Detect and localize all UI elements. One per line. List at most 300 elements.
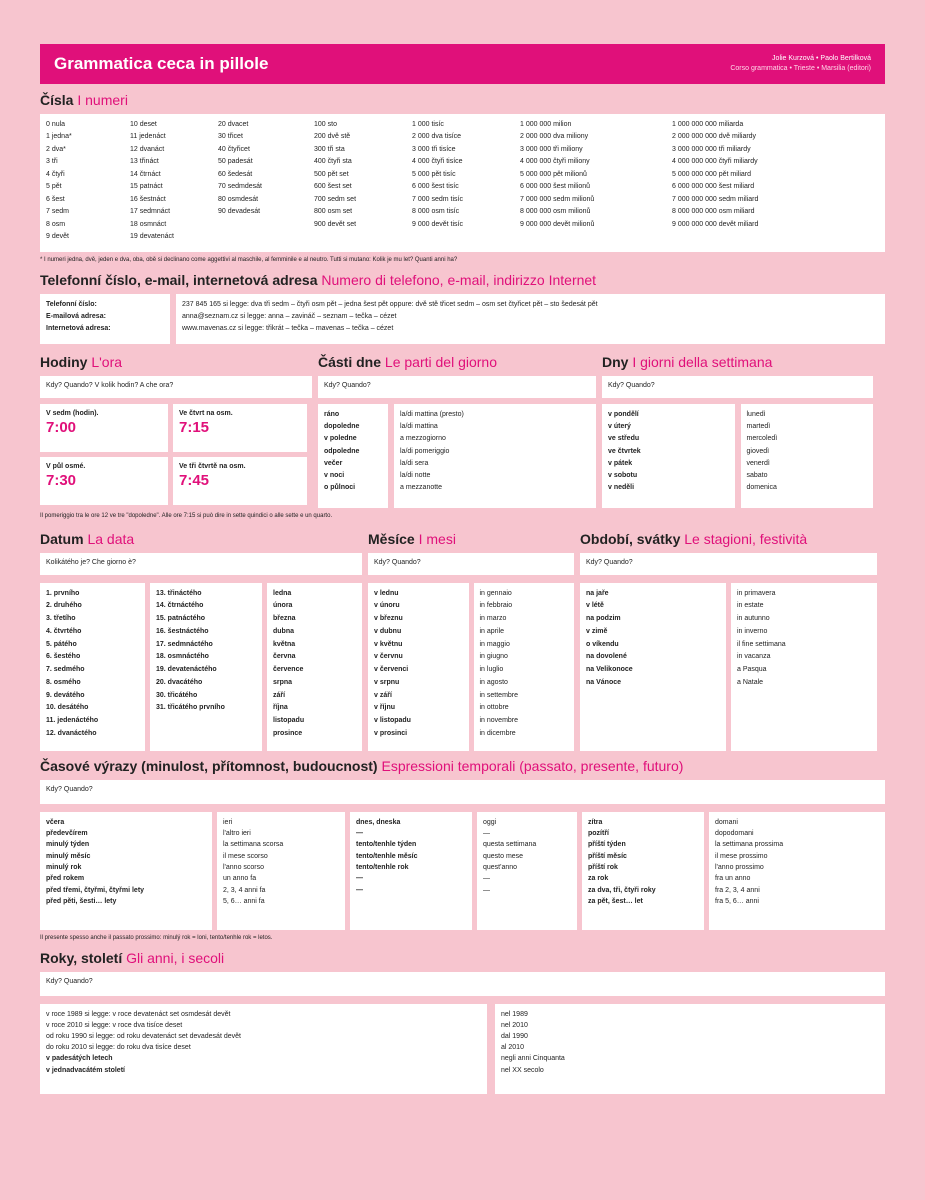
timeexpr-entry: l'altro ieri: [223, 829, 251, 837]
timeexpr-entry: 5, 6… anni fa: [223, 897, 265, 905]
months-section: [368, 523, 574, 751]
phone-label: Telefonní číslo:: [46, 300, 97, 308]
seasons-heading: Období, svátky Le stagioni, festività: [580, 530, 808, 547]
months-question: Kdy? Quando?: [368, 553, 574, 575]
number-entry: 7 000 sedm tisíc: [412, 195, 463, 203]
date-section: [40, 523, 362, 751]
number-entry: 4 000 000 000 čtyři miliardy: [672, 158, 758, 166]
date-days-2: [150, 583, 262, 751]
date-ordinal: 20. dvacátého: [156, 678, 203, 686]
clock-cell-time: 7:45: [179, 472, 210, 490]
timeexpr-grid: [40, 812, 885, 930]
date-ordinal: 1. prvního: [46, 589, 80, 597]
number-entry: 1 000 000 milion: [520, 120, 572, 128]
number-entry: 2 000 dva tisíce: [412, 133, 462, 141]
numbers-table: [40, 114, 885, 252]
number-entry: 15 patnáct: [130, 183, 163, 191]
publisher: Corso grammatica • Trieste • Marsilia (editori): [730, 65, 871, 72]
phone-value: anna@seznam.cz si legge: anna – zavináč – seznam – tečka – cézet: [182, 312, 397, 320]
header-credits: [730, 54, 871, 75]
day-czech: v neděli: [608, 484, 635, 492]
number-entry: 3 000 000 000 tři miliardy: [672, 145, 751, 153]
number-entry: 7 000 000 000 sedm miliard: [672, 195, 759, 203]
timeexpr-entry: včera: [46, 818, 65, 826]
timeexpr-entry: —: [483, 829, 490, 837]
timeexpr-entry: un anno fa: [223, 875, 257, 883]
numbers-column: [412, 119, 516, 247]
timeexpr-entry: quest'anno: [483, 863, 518, 871]
clock-cell-time: 7:30: [46, 472, 77, 490]
seasons-italian: [731, 583, 877, 751]
timeexpr-entry: pozítří: [588, 829, 609, 837]
numbers-column: [46, 119, 126, 247]
date-ordinal: 13. třináctého: [156, 589, 202, 597]
month-italian: in luglio: [479, 666, 504, 674]
month-czech: v červnu: [374, 653, 403, 661]
phone-block: [40, 294, 885, 344]
number-entry: 0 nula: [46, 120, 66, 128]
days-heading: Dny I giorni della settimana: [602, 353, 773, 370]
time-row: [40, 346, 885, 508]
year-italian: nel XX secolo: [501, 1066, 544, 1074]
clock-cell: [173, 457, 307, 505]
phone-labels: [40, 294, 170, 344]
date-month-genitive: ledna: [273, 589, 292, 597]
number-entry: 5 000 000 pět milionů: [520, 170, 587, 178]
season-italian: a Pasqua: [737, 666, 767, 674]
timeexpr-entry: zítra: [588, 818, 603, 826]
dayparts-section: [318, 346, 596, 508]
timeexpr-entry: tento/tenhle rok: [356, 863, 409, 871]
number-entry: 5 000 000 000 pět miliard: [672, 170, 751, 178]
month-czech: v lednu: [374, 589, 399, 597]
date-ordinal: 9. devátého: [46, 691, 85, 699]
phone-label: Internetová adresa:: [46, 324, 111, 332]
timeexpr-heading: Časové výrazy (minulost, přítomnost, budoucnost) Espressioni temporali (passato, presente, futuro): [40, 757, 684, 774]
numbers-column: [314, 119, 408, 247]
timeexpr-present-italian: [477, 812, 577, 930]
date-ordinal: 5. pátého: [46, 640, 77, 648]
timeexpr-entry: —: [483, 875, 490, 883]
years-question: Kdy? Quando?: [40, 972, 885, 996]
month-italian: in maggio: [479, 640, 510, 648]
years-czech: [40, 1004, 487, 1094]
clock-cell-label: Ve tři čtvrtě na osm.: [179, 462, 246, 470]
day-czech: v úterý: [608, 423, 631, 431]
timeexpr-entry: před pěti, šesti… lety: [46, 897, 117, 905]
timeexpr-entry: minulý týden: [46, 841, 90, 849]
number-entry: 3 tři: [46, 158, 58, 166]
timeexpr-future-italian: [709, 812, 885, 930]
daypart-czech: v poledne: [324, 435, 357, 443]
daypart-czech: v noci: [324, 472, 345, 480]
year-czech: od roku 1990 si legge: od roku devatenáct set devadesát devět: [46, 1033, 241, 1040]
clock-section: [40, 346, 312, 508]
number-entry: 40 čtyřicet: [218, 145, 250, 153]
timeexpr-past-italian: [217, 812, 345, 930]
date-month-genitive: října: [273, 704, 288, 712]
day-italian: sabato: [746, 472, 768, 480]
number-entry: 5 000 pět tisíc: [412, 170, 456, 178]
season-czech: na Vánoce: [586, 678, 622, 686]
date-ordinal: 4. čtvrtého: [46, 627, 82, 635]
date-ordinal: 10. desátého: [46, 704, 89, 712]
month-czech: v březnu: [374, 615, 403, 623]
daypart-italian: a mezzanotte: [400, 484, 443, 492]
day-czech: ve čtvrtek: [608, 447, 641, 455]
numbers-column: [520, 119, 668, 247]
daypart-italian: la/di notte: [400, 472, 431, 480]
month-czech: v srpnu: [374, 678, 400, 686]
timeexpr-entry: fra 5, 6… anni: [715, 897, 759, 905]
date-ordinal: 11. jedenáctého: [46, 717, 99, 725]
number-entry: 3 000 tři tisíce: [412, 145, 456, 153]
date-ordinal: 31. třicátého prvního: [156, 704, 225, 712]
date-ordinal: 30. třicátého: [156, 691, 198, 699]
calendar-row: [40, 523, 885, 751]
number-entry: 6 000 šest tisíc: [412, 183, 459, 191]
timeexpr-entry: příští měsíc: [588, 852, 627, 860]
month-italian: in ottobre: [479, 704, 509, 712]
phone-value: www.mavenas.cz si legge: třikrát – tečka – mavenas – tečka – cézet: [182, 324, 394, 332]
year-czech: v jednadvacátém století: [46, 1066, 125, 1074]
season-czech: na podzim: [586, 615, 621, 623]
date-month-genitive: února: [273, 602, 293, 610]
clock-cells: [40, 404, 312, 505]
month-czech: v květnu: [374, 640, 403, 648]
timeexpr-entry: minulý měsíc: [46, 852, 91, 860]
month-italian: in marzo: [479, 615, 507, 623]
timeexpr-entry: fra 2, 3, 4 anni: [715, 886, 760, 894]
date-month-genitive: června: [273, 653, 296, 661]
timeexpr-entry: il mese scorso: [223, 852, 268, 860]
number-entry: 12 dvanáct: [130, 145, 165, 153]
day-czech: ve středu: [608, 435, 640, 443]
season-italian: in autunno: [737, 615, 770, 623]
year-czech: do roku 2010 si legge: do roku dva tisíce deset: [46, 1044, 191, 1052]
number-entry: 1 000 000 000 miliarda: [672, 120, 744, 128]
number-entry: 7 sedm: [46, 208, 69, 216]
timeexpr-entry: —: [356, 875, 363, 883]
timeexpr-present-czech: [350, 812, 472, 930]
seasons-czech: [580, 583, 726, 751]
date-ordinal: 2. druhého: [46, 602, 82, 610]
daypart-czech: dopoledne: [324, 423, 360, 431]
number-entry: 100 sto: [314, 120, 337, 128]
date-month-genitive: září: [273, 691, 286, 699]
years-grid: [40, 1004, 885, 1094]
number-entry: 4 000 000 čtyři miliony: [520, 158, 590, 166]
timeexpr-entry: domani: [715, 818, 738, 826]
number-entry: 6 šest: [46, 195, 65, 203]
number-entry: 2 000 000 000 dvě miliardy: [672, 133, 757, 141]
months-czech: [368, 583, 469, 751]
number-entry: 8 osm: [46, 220, 66, 228]
number-entry: 19 devatenáct: [130, 232, 174, 240]
number-entry: 6 000 000 šest milionů: [520, 183, 591, 191]
clock-cell-label: V sedm (hodin).: [46, 409, 99, 417]
date-month-genitive: července: [273, 666, 304, 674]
clock-note: Il pomeriggio tra le ore 12 ve tre "dopoledne". Alle ore 7:15 si può dire in sette quindici o alle sette e un quarto.: [40, 512, 333, 519]
timeexpr-entry: questo mese: [483, 852, 524, 860]
month-italian: in aprile: [479, 627, 505, 635]
number-entry: 17 sedmnáct: [130, 208, 171, 216]
date-ordinal: 15. patnáctého: [156, 615, 206, 623]
number-entry: 400 čtyři sta: [314, 158, 352, 166]
number-entry: 1 jedna*: [46, 133, 72, 141]
year-czech: v roce 1989 si legge: v roce devatenáct set osmdesát devět: [46, 1010, 231, 1018]
date-ordinal: 8. osmého: [46, 678, 81, 686]
number-entry: 11 jedenáct: [130, 133, 166, 141]
months-heading: Měsíce I mesi: [368, 530, 456, 547]
number-entry: 50 padesát: [218, 158, 253, 166]
numbers-column: [218, 119, 310, 247]
season-czech: v létě: [586, 602, 604, 610]
number-entry: 10 deset: [130, 120, 157, 128]
month-italian: in dicembre: [479, 729, 516, 737]
days-czech: [602, 404, 735, 508]
day-italian: venerdì: [746, 459, 770, 467]
grammar-sheet: [40, 44, 885, 1094]
year-italian: nel 1989: [501, 1010, 528, 1018]
number-entry: 14 čtrnáct: [130, 170, 161, 178]
date-heading: Datum La data: [40, 530, 135, 547]
year-italian: nel 2010: [501, 1021, 528, 1029]
clock-cell: [40, 457, 168, 505]
month-czech: v listopadu: [374, 717, 411, 725]
number-entry: 2 dva*: [46, 145, 66, 153]
month-czech: v říjnu: [374, 704, 396, 712]
date-ordinal: 18. osmnáctého: [156, 653, 209, 661]
number-entry: 6 000 000 000 šest miliard: [672, 183, 755, 191]
number-entry: 200 dvě stě: [314, 133, 351, 141]
clock-cell-time: 7:00: [46, 419, 77, 437]
timeexpr-entry: tento/tenhle týden: [356, 841, 417, 849]
day-italian: mercoledì: [746, 435, 778, 443]
number-entry: 70 sedmdesát: [218, 183, 262, 191]
clock-cell-label: Ve čtvrt na osm.: [179, 409, 233, 417]
date-ordinal: 14. čtrnáctého: [156, 602, 204, 610]
daypart-czech: odpoledne: [324, 447, 360, 455]
timeexpr-entry: oggi: [483, 818, 497, 826]
daypart-italian: la/di pomeriggio: [400, 447, 450, 455]
date-ordinal: 6. šestého: [46, 653, 81, 661]
number-entry: 4 000 čtyři tisíce: [412, 158, 463, 166]
date-question: Kolikátého je? Che giorno è?: [40, 553, 362, 575]
season-czech: na dovolené: [586, 653, 627, 661]
numbers-heading: Čísla I numeri: [40, 92, 128, 108]
number-entry: 7 000 000 sedm milionů: [520, 195, 595, 203]
number-entry: 5 pět: [46, 183, 62, 191]
dayparts-heading: Části dne Le parti del giorno: [318, 353, 497, 370]
timeexpr-entry: dopodomani: [715, 829, 754, 837]
date-month-genitive: listopadu: [273, 717, 305, 725]
phone-label: E-mailová adresa:: [46, 312, 106, 320]
days-section: [602, 346, 873, 508]
dayparts-czech: [318, 404, 388, 508]
phone-value: 237 845 165 si legge: dva tři sedm – čtyři osm pět – jedna šest pět oppure: dvě stě třicet sedm – osm set čtyřicet pět – sto šedesát pět: [182, 300, 598, 308]
timeexpr-future-czech: [582, 812, 704, 930]
day-czech: v pátek: [608, 459, 633, 467]
seasons-section: [580, 523, 877, 751]
seasons-question: Kdy? Quando?: [580, 553, 877, 575]
timeexpr-entry: předevčírem: [46, 829, 88, 837]
number-entry: 90 devadesát: [218, 208, 261, 216]
number-entry: 9 000 devět tisíc: [412, 220, 463, 228]
number-entry: 60 šedesát: [218, 170, 253, 178]
clock-cell-time: 7:15: [179, 419, 210, 437]
timeexpr-entry: před rokem: [46, 875, 85, 883]
number-entry: 9 000 000 devět milionů: [520, 220, 595, 228]
month-italian: in febbraio: [479, 602, 513, 610]
month-italian: in agosto: [479, 678, 508, 686]
date-month-genitive: prosince: [273, 729, 303, 737]
month-italian: in settembre: [479, 691, 519, 699]
timeexpr-entry: fra un anno: [715, 875, 751, 883]
number-entry: 8 000 osm tisíc: [412, 208, 460, 216]
number-entry: 500 pět set: [314, 170, 349, 178]
date-month-genitive: dubna: [273, 627, 294, 635]
date-month-genitive: března: [273, 615, 296, 623]
season-czech: o víkendu: [586, 640, 619, 648]
daypart-italian: la/di mattina (presto): [400, 410, 464, 418]
season-czech: na Velikonoce: [586, 666, 633, 674]
season-italian: in inverno: [737, 627, 768, 635]
page-header: [40, 44, 885, 84]
timeexpr-entry: ieri: [223, 818, 233, 826]
timeexpr-entry: —: [356, 886, 363, 894]
year-czech: v padesátých letech: [46, 1055, 113, 1063]
day-italian: lunedì: [746, 410, 766, 418]
days-italian: [741, 404, 874, 508]
month-czech: v červenci: [374, 666, 409, 674]
clock-cell: [40, 404, 168, 452]
number-entry: 1 000 tisíc: [412, 120, 444, 128]
timeexpr-entry: 2, 3, 4 anni fa: [223, 886, 266, 894]
timeexpr-entry: il mese prossimo: [715, 852, 768, 860]
timeexpr-entry: příští týden: [588, 841, 626, 849]
numbers-column: [130, 119, 214, 247]
timeexpr-past-czech: [40, 812, 212, 930]
number-entry: 2 000 000 dva miliony: [520, 133, 589, 141]
number-entry: 4 čtyři: [46, 170, 65, 178]
month-czech: v září: [374, 691, 392, 699]
timeexpr-entry: l'anno prossimo: [715, 863, 764, 871]
season-italian: a Natale: [737, 678, 764, 686]
number-entry: 300 tři sta: [314, 145, 345, 153]
dayparts-italian: [394, 404, 596, 508]
number-entry: 30 třicet: [218, 133, 243, 141]
timeexpr-entry: dnes, dneska: [356, 818, 401, 826]
number-entry: 600 šest set: [314, 183, 352, 191]
month-czech: v dubnu: [374, 627, 402, 635]
number-entry: 80 osmdesát: [218, 195, 259, 203]
date-ordinal: 19. devatenáctého: [156, 666, 217, 674]
season-italian: in vacanza: [737, 653, 771, 661]
year-italian: dal 1990: [501, 1033, 528, 1040]
timeexpr-entry: l'anno scorso: [223, 863, 265, 871]
season-italian: il fine settimana: [737, 640, 786, 648]
numbers-column: [672, 119, 879, 247]
number-entry: 16 šestnáct: [130, 195, 166, 203]
number-entry: 3 000 000 tři miliony: [520, 145, 583, 153]
date-ordinal: 16. šestnáctého: [156, 627, 209, 635]
daypart-czech: večer: [324, 459, 343, 467]
date-days-1: [40, 583, 145, 751]
daypart-italian: a mezzogiorno: [400, 435, 446, 443]
date-month-genitive: května: [273, 640, 296, 648]
timeexpr-question: Kdy? Quando?: [40, 780, 885, 804]
timeexpr-entry: před třemi, čtyřmi, čtyřmi lety: [46, 886, 145, 894]
season-czech: na jaře: [586, 589, 609, 597]
day-czech: v sobotu: [608, 472, 638, 480]
number-entry: 800 osm set: [314, 208, 353, 216]
timeexpr-entry: za dva, tři, čtyři roky: [588, 886, 656, 894]
numbers-note: * I numeri jedna, dvě, jeden e dva, oba, obě si declinano come aggettivi al maschile, al femminile e al neutro. Tutti si mutano: Kolik je mu let? Quanti anni ha?: [40, 256, 458, 263]
daypart-czech: o půlnoci: [324, 484, 356, 492]
year-italian: al 2010: [501, 1044, 524, 1052]
date-ordinal: 17. sedmnáctého: [156, 640, 213, 648]
month-italian: in gennaio: [479, 589, 512, 597]
years-heading: Roky, století Gli anni, i secoli: [40, 949, 225, 966]
year-czech: v roce 2010 si legge: v roce dva tisíce deset: [46, 1021, 183, 1029]
dayparts-question: Kdy? Quando?: [318, 376, 596, 398]
timeexpr-entry: —: [483, 886, 490, 894]
daypart-czech: ráno: [324, 410, 340, 418]
timeexpr-entry: tento/tenhle měsíc: [356, 852, 418, 860]
number-entry: 18 osmnáct: [130, 220, 167, 228]
timeexpr-entry: za rok: [588, 875, 609, 883]
timeexpr-entry: la settimana prossima: [715, 841, 784, 849]
authors: Jolie Kurzová • Paolo Bertilková: [772, 54, 871, 62]
year-italian: negli anni Cinquanta: [501, 1055, 565, 1063]
days-question: Kdy? Quando?: [602, 376, 873, 398]
timeexpr-note: Il presente spesso anche il passato prossimo: minulý rok = loni, tento/tenhle rok = letos.: [40, 934, 273, 941]
month-czech: v únoru: [374, 602, 400, 610]
clock-question: Kdy? Quando? V kolik hodin? A che ora?: [40, 376, 312, 398]
timeexpr-entry: la settimana scorsa: [223, 841, 284, 849]
date-ordinal: 3. třetího: [46, 615, 76, 623]
clock-heading: Hodiny L'ora: [40, 353, 123, 370]
season-italian: in estate: [737, 602, 764, 610]
number-entry: 700 sedm set: [314, 195, 357, 203]
day-italian: martedì: [746, 423, 771, 431]
season-czech: v zimě: [586, 627, 608, 635]
season-italian: in primavera: [737, 589, 776, 597]
daypart-italian: la/di mattina: [400, 423, 438, 431]
timeexpr-entry: příští rok: [588, 863, 618, 871]
years-italian: [495, 1004, 885, 1094]
number-entry: 20 dvacet: [218, 120, 249, 128]
clock-cell: [173, 404, 307, 452]
clock-cell-label: V půl osmé.: [46, 462, 86, 470]
date-months: [267, 583, 362, 751]
timeexpr-entry: —: [356, 829, 363, 837]
number-entry: 9 devět: [46, 232, 69, 240]
phone-heading: Telefonní číslo, e-mail, internetová adresa Numero di telefono, e-mail, indirizzo Internet: [40, 271, 597, 288]
month-czech: v prosinci: [374, 729, 408, 737]
number-entry: 9 000 000 000 devět miliard: [672, 220, 759, 228]
daypart-italian: la/di sera: [400, 459, 429, 467]
timeexpr-entry: za pět, šest… let: [588, 897, 643, 905]
date-ordinal: 7. sedmého: [46, 666, 85, 674]
page-title: Grammatica ceca in pillole: [54, 53, 269, 73]
number-entry: 900 devět set: [314, 220, 357, 228]
timeexpr-entry: minulý rok: [46, 863, 82, 871]
day-czech: v pondělí: [608, 410, 639, 418]
month-italian: in giugno: [479, 653, 508, 661]
date-ordinal: 12. dvanáctého: [46, 729, 97, 737]
